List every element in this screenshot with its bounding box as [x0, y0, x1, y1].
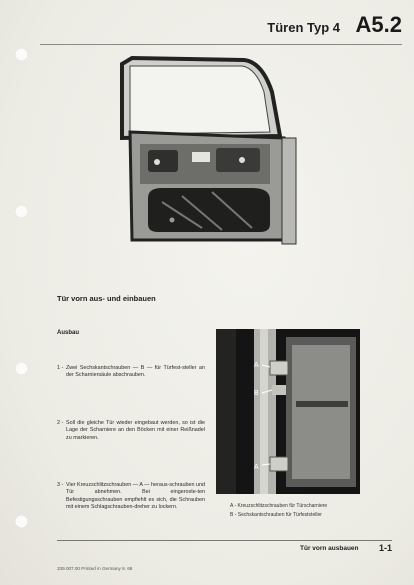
header-rule: [40, 44, 402, 45]
punch-hole: [15, 515, 28, 528]
print-info: 339.007.00 Printed in Germany 8. 68: [57, 566, 133, 571]
punch-hole: [15, 48, 28, 61]
page-header: [40, 12, 402, 42]
step-number: 3 -: [57, 482, 64, 488]
hinge-photo: [216, 329, 360, 494]
header-title: Türen Typ 4: [267, 20, 340, 35]
photo-label-a: A: [254, 362, 259, 369]
step-text: Zwei Sechskantschrauben — B — für Türfest-steller an der Scharniersäule abschrauben.: [66, 365, 205, 379]
punch-hole: [15, 205, 28, 218]
instruction-step: [57, 420, 205, 442]
step-number: 1 -: [57, 365, 64, 371]
photo-captions: [230, 502, 327, 520]
page-number: 1-1: [378, 543, 392, 553]
instruction-step: [57, 482, 205, 512]
header-section-code: A5.2: [355, 12, 402, 37]
door-illustration: [112, 52, 308, 248]
caption-b: B - Sechskantschrauben für Türfeststeller: [230, 512, 322, 518]
step-text: Vier Kreuzschlitzschrauben — A — heraus-schrauben und Tür abnehmen. Bei eingeroste-ten Befestigungsschrauben empfiehlt es sich, die Schrauben mit einem Schlagschrauben-dreher zu lockern.: [66, 482, 205, 511]
section-title: Tür vorn aus- und einbauen: [57, 294, 156, 303]
photo-label-b: B: [254, 390, 259, 397]
footer-title: Tür vorn ausbauen: [300, 545, 359, 552]
step-number: 2 -: [57, 420, 64, 426]
caption-a: A - Kreuzschlitzschrauben für Türscharniere: [230, 503, 328, 509]
punch-hole: [15, 362, 28, 375]
instruction-step: [57, 365, 205, 380]
photo-label-a: A: [254, 464, 259, 471]
subsection-heading: Ausbau: [57, 330, 80, 336]
footer-rule: [57, 540, 392, 541]
step-text: Soll die gleiche Tür wieder eingebaut werden, so ist die Lage der Scharniere an den Böcken mit einer Reißnadel zu markieren.: [66, 420, 205, 441]
